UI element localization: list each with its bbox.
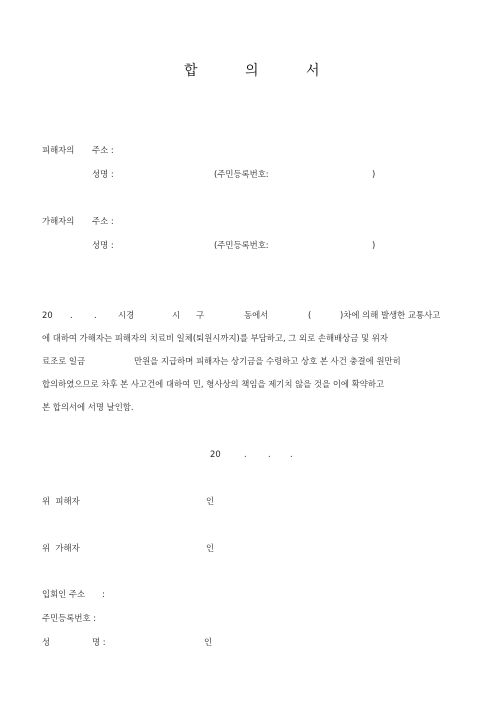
title-char-1: 합 [184,63,198,79]
offender-seal: 인 [206,543,215,553]
body-line3-start: 료조로 일금 [42,356,86,366]
victim-address-label: 주소 : [92,145,114,155]
title-char-3: 서 [306,63,320,79]
body-line-5: 본 합의서에 서명 날인함. [42,402,134,412]
body-day-dot: . [94,310,97,320]
body-line1-rest: )차에 의해 발생한 교통사고 [340,310,441,320]
victim-signature-label: 위 피해자 [42,496,80,506]
victim-id-label: (주민등록번호: [214,169,269,179]
witness-seal: 인 [204,637,213,647]
body-city: 시 [172,310,181,320]
body-line3-rest: 만원을 지급하며 피해자는 상기금을 수령하고 상호 본 사건 충결에 원만히 [134,356,401,366]
body-line-2: 에 대하여 가해자는 피해자의 치료비 일체(퇴원시까지)를 부담하고, 그 외로 손해배상금 및 위자 [42,333,388,343]
body-dong: 동에서 [244,310,269,320]
date-dot-3: . [290,449,293,459]
body-month-dot: . [70,310,73,320]
victim-id-close: ) [372,169,376,179]
date-dot-1: . [244,449,247,459]
offender-name-label: 성명 : [92,240,114,250]
body-year: 20 [42,310,53,320]
offender-address-label: 주소 : [92,216,114,226]
body-line-4: 합의하였으므로 차후 본 사고건에 대하여 민, 형사상의 책임을 제기치 않을 것을 이에 확약하고 [42,379,385,389]
witness-address-colon: : [102,589,105,599]
witness-name-char-2: 명 : [92,637,106,647]
victim-seal: 인 [206,496,215,506]
document-title [0,60,504,80]
offender-id-close: ) [372,240,376,250]
offender-heading: 가해자의 [42,216,75,226]
body-paren-open: ( [308,310,312,320]
witness-address-label: 입회인 주소 [42,589,86,599]
date-dot-2: . [268,449,271,459]
body-district: 구 [196,310,205,320]
witness-name-char-1: 성 [42,637,51,647]
offender-signature-label: 위 가해자 [42,543,80,553]
title-char-2: 의 [245,63,259,79]
victim-name-label: 성명 : [92,169,114,179]
victim-heading: 피해자의 [42,145,75,155]
date-year: 20 [210,449,221,459]
offender-id-label: (주민등록번호: [214,240,269,250]
body-time: 시경 [118,310,135,320]
witness-id-label: 주민등록번호 : [42,613,97,623]
